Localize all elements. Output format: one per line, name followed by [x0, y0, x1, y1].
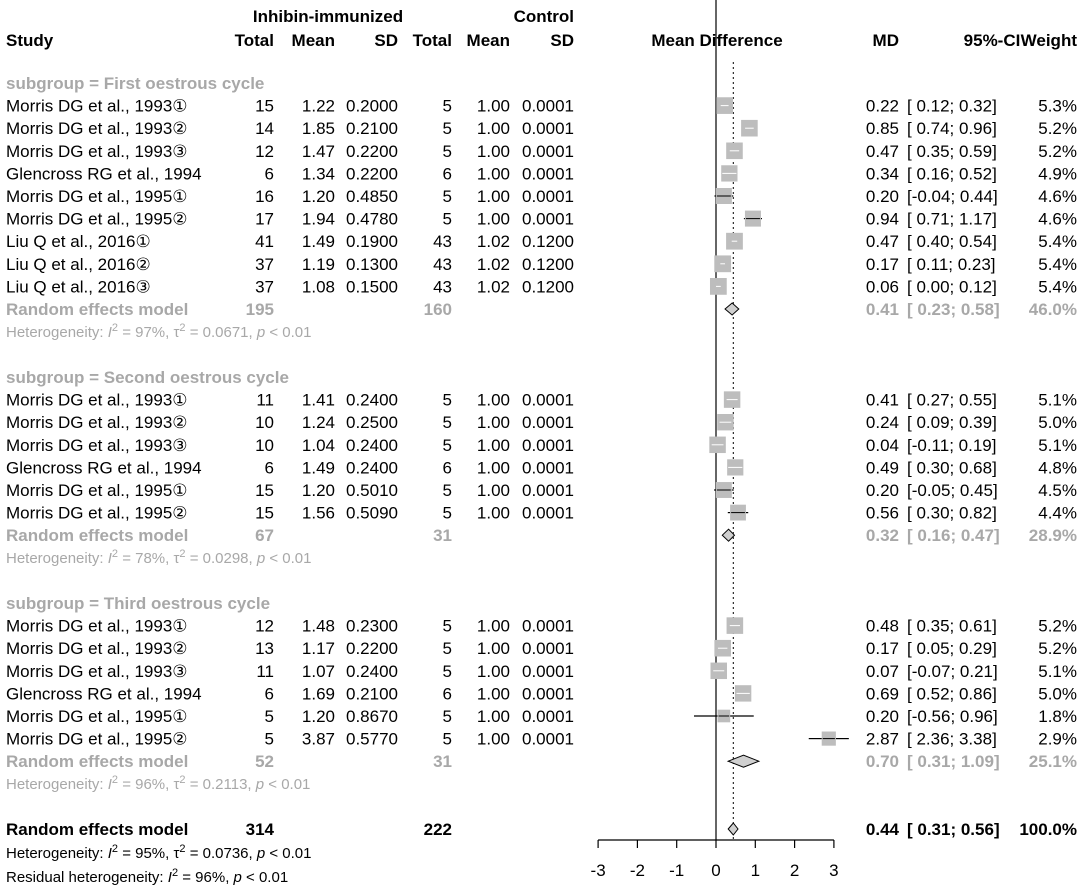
sd-c-value: 0.1200 [522, 254, 574, 274]
ci-value: [ 0.30; 0.82] [907, 503, 997, 523]
mean-e-value: 1.20 [301, 707, 335, 726]
sd-c-value: 0.0001 [522, 616, 574, 636]
sd-c-value: 0.1200 [522, 277, 574, 297]
ci-value: [-0.05; 0.45] [907, 481, 998, 500]
subgroup-heterogeneity: Heterogeneity: $I^2 = 96\%$, $\tau^2 = 0.2113$, p < 0.01 [6, 774, 311, 794]
total-c-value: 43 [433, 254, 452, 274]
mean-c-value: 1.00 [476, 616, 510, 636]
total-e-value: 17 [255, 209, 274, 229]
mean-e-value: 1.19 [301, 254, 335, 274]
total-e-value: 37 [255, 277, 274, 297]
column-header-weight: Weight [1020, 31, 1077, 50]
subgroup-pooled-md: 0.41 [865, 300, 899, 319]
subgroup-pooled-diamond [728, 755, 759, 767]
total-c-value: 5 [442, 707, 452, 726]
total-c-value: 6 [442, 164, 452, 184]
mean-c-value: 1.00 [476, 187, 510, 206]
weight-value: 5.1% [1038, 661, 1077, 681]
ci-value: [ 0.74; 0.96] [907, 119, 997, 139]
mean-e-value: 1.22 [301, 96, 335, 116]
mean-c-value: 1.00 [476, 119, 510, 139]
study-label: Morris DG et al., 1993① [6, 390, 188, 410]
sd-c-value: 0.0001 [522, 96, 574, 116]
mean-e-value: 1.41 [301, 390, 335, 410]
total-e-value: 12 [255, 141, 274, 161]
subgroup-heterogeneity: Heterogeneity: $I^2 = 97\%$, $\tau^2 = 0.0671$, p < 0.01 [6, 322, 312, 341]
weight-value: 4.6% [1038, 187, 1077, 206]
total-c-value: 6 [442, 684, 452, 704]
subgroup-pooled-weight: 25.1% [1028, 752, 1077, 772]
mean-c-value: 1.02 [476, 232, 510, 252]
mean-e-value: 1.07 [301, 661, 335, 681]
mean-c-value: 1.02 [476, 277, 510, 297]
sd-c-value: 0.0001 [522, 707, 574, 726]
subgroup-pooled-md: 0.32 [865, 526, 899, 546]
sd-e-value: 0.1500 [346, 277, 398, 297]
md-value: 0.49 [865, 458, 899, 478]
sd-c-value: 0.0001 [522, 684, 574, 704]
overall-total-c: 222 [423, 820, 452, 839]
sd-c-value: 0.0001 [522, 164, 574, 184]
md-value: 0.06 [865, 277, 899, 297]
total-c-value: 5 [442, 119, 452, 139]
total-e-value: 13 [255, 639, 274, 659]
column-header-sd-e: SD [374, 31, 398, 50]
sd-e-value: 0.1300 [346, 254, 398, 274]
mean-c-value: 1.00 [476, 684, 510, 704]
overall-pooled-label: Random effects model [6, 820, 189, 839]
x-axis-tick-label: 0 [711, 861, 721, 880]
sd-e-value: 0.2100 [346, 684, 398, 704]
sd-c-value: 0.0001 [522, 639, 574, 659]
md-value: 0.34 [865, 164, 899, 184]
column-header-mean-e: Mean [291, 31, 335, 50]
weight-value: 5.4% [1038, 232, 1077, 252]
total-e-value: 41 [255, 232, 274, 252]
total-c-value: 5 [442, 616, 452, 636]
md-value: 0.48 [865, 616, 899, 636]
column-header-sd-c: SD [550, 31, 574, 50]
mean-c-value: 1.00 [476, 209, 510, 229]
sd-e-value: 0.2100 [346, 119, 398, 139]
md-value: 0.20 [865, 707, 899, 726]
subgroup-pooled-weight: 46.0% [1028, 300, 1077, 319]
overall-weight: 100.0% [1019, 820, 1077, 839]
md-value: 0.85 [865, 119, 899, 139]
mean-e-value: 1.69 [301, 684, 335, 704]
study-label: Morris DG et al., 1993② [6, 639, 188, 659]
total-e-value: 10 [255, 413, 274, 433]
total-c-value: 5 [442, 209, 452, 229]
ci-value: [ 0.00; 0.12] [907, 277, 997, 297]
mean-c-value: 1.00 [476, 164, 510, 184]
weight-value: 5.2% [1038, 119, 1077, 139]
md-value: 0.07 [865, 661, 899, 681]
column-header-study: Study [6, 31, 54, 50]
weight-value: 5.1% [1038, 435, 1077, 455]
mean-c-value: 1.00 [476, 481, 510, 500]
ci-value: [ 2.36; 3.38] [907, 729, 997, 749]
ci-value: [ 0.09; 0.39] [907, 413, 997, 433]
study-label: Morris DG et al., 1995② [6, 729, 188, 749]
x-axis-tick-label: -1 [669, 861, 685, 880]
study-label: Morris DG et al., 1995① [6, 481, 188, 500]
weight-value: 4.5% [1038, 481, 1077, 500]
subgroup-pooled-total-c: 31 [433, 526, 452, 546]
mean-c-value: 1.00 [476, 435, 510, 455]
md-value: 0.17 [865, 254, 899, 274]
subgroup-pooled-label: Random effects model [6, 752, 189, 772]
weight-value: 4.8% [1038, 458, 1077, 478]
md-value: 0.17 [865, 639, 899, 659]
mean-c-value: 1.00 [476, 413, 510, 433]
mean-e-value: 1.34 [301, 164, 335, 184]
weight-value: 5.1% [1038, 390, 1077, 410]
study-label: Liu Q et al., 2016② [6, 254, 151, 274]
column-header-ci: 95%-CI [963, 31, 1021, 50]
mean-c-value: 1.00 [476, 141, 510, 161]
total-e-value: 5 [264, 729, 274, 749]
total-e-value: 15 [255, 503, 274, 523]
ci-value: [ 0.05; 0.29] [907, 639, 997, 659]
total-c-value: 6 [442, 458, 452, 478]
ci-value: [ 0.40; 0.54] [907, 232, 997, 252]
subgroup-pooled-ci: [ 0.23; 0.58] [907, 300, 1000, 319]
study-label: Morris DG et al., 1995① [6, 707, 188, 726]
total-e-value: 37 [255, 254, 274, 274]
mean-c-value: 1.00 [476, 503, 510, 523]
sd-e-value: 0.8670 [346, 707, 398, 726]
study-label: Glencross RG et al., 1994 [6, 458, 202, 478]
mean-e-value: 1.20 [301, 187, 335, 206]
weight-value: 4.6% [1038, 209, 1077, 229]
mean-e-value: 1.49 [301, 232, 335, 252]
md-value: 0.41 [865, 390, 899, 410]
total-e-value: 5 [264, 707, 274, 726]
md-value: 0.22 [865, 96, 899, 116]
study-label: Glencross RG et al., 1994 [6, 164, 202, 184]
ci-value: [ 0.12; 0.32] [907, 96, 997, 116]
ci-value: [-0.04; 0.44] [907, 187, 998, 206]
sd-e-value: 0.5010 [346, 481, 398, 500]
subgroup-pooled-md: 0.70 [865, 752, 899, 772]
subgroup-pooled-total-c: 31 [433, 752, 452, 772]
x-axis-tick-label: 3 [829, 861, 839, 880]
ci-value: [ 0.11; 0.23] [907, 254, 996, 274]
sd-c-value: 0.0001 [522, 390, 574, 410]
weight-value: 5.2% [1038, 141, 1077, 161]
weight-value: 4.9% [1038, 164, 1077, 184]
group-header-control: Control [513, 7, 574, 26]
total-c-value: 5 [442, 413, 452, 433]
mean-e-value: 1.08 [301, 277, 335, 297]
sd-e-value: 0.2000 [346, 96, 398, 116]
total-c-value: 5 [442, 729, 452, 749]
mean-c-value: 1.00 [476, 639, 510, 659]
mean-c-value: 1.02 [476, 254, 510, 274]
ci-value: [-0.11; 0.19] [907, 435, 997, 455]
total-c-value: 5 [442, 435, 452, 455]
study-label: Morris DG et al., 1993③ [6, 661, 188, 681]
study-label: Morris DG et al., 1995② [6, 503, 188, 523]
mean-c-value: 1.00 [476, 390, 510, 410]
sd-e-value: 0.2200 [346, 141, 398, 161]
weight-value: 5.4% [1038, 277, 1077, 297]
total-e-value: 11 [256, 390, 274, 410]
total-e-value: 15 [255, 481, 274, 500]
study-label: Morris DG et al., 1993① [6, 96, 188, 116]
ci-value: [-0.07; 0.21] [907, 661, 998, 681]
ci-value: [ 0.16; 0.52] [907, 164, 997, 184]
sd-e-value: 0.2300 [346, 616, 398, 636]
weight-value: 5.2% [1038, 616, 1077, 636]
sd-c-value: 0.0001 [522, 481, 574, 500]
sd-e-value: 0.4780 [346, 209, 398, 229]
study-label: Morris DG et al., 1995② [6, 209, 188, 229]
total-c-value: 5 [442, 481, 452, 500]
weight-value: 5.2% [1038, 639, 1077, 659]
total-c-value: 5 [442, 639, 452, 659]
mean-e-value: 1.56 [301, 503, 335, 523]
sd-c-value: 0.0001 [522, 435, 574, 455]
study-label: Morris DG et al., 1993② [6, 413, 188, 433]
residual-heterogeneity: Residual heterogeneity: $I^2 = 96\%$, p < 0.01 [6, 867, 289, 886]
total-c-value: 5 [442, 96, 452, 116]
total-e-value: 12 [255, 616, 274, 636]
sd-c-value: 0.0001 [522, 141, 574, 161]
subgroup-pooled-label: Random effects model [6, 526, 189, 546]
weight-value: 5.4% [1038, 254, 1077, 274]
subgroup-pooled-diamond [725, 303, 739, 315]
column-header-total-c: Total [412, 31, 452, 50]
study-label: Liu Q et al., 2016① [6, 232, 151, 252]
subgroup-header: subgroup = Third oestrous cycle [6, 594, 271, 613]
study-label: Morris DG et al., 1995① [6, 187, 188, 206]
md-value: 0.04 [865, 435, 899, 455]
ci-value: [ 0.30; 0.68] [907, 458, 997, 478]
x-axis-tick-label: 1 [750, 861, 761, 880]
total-c-value: 5 [442, 503, 452, 523]
subgroup-pooled-total-e: 67 [255, 526, 274, 546]
md-value: 0.24 [865, 413, 899, 433]
column-header-mean-c: Mean [466, 31, 510, 50]
sd-e-value: 0.5770 [346, 729, 398, 749]
subgroup-pooled-weight: 28.9% [1028, 526, 1077, 546]
mean-e-value: 1.04 [301, 435, 335, 455]
sd-e-value: 0.2200 [346, 164, 398, 184]
sd-c-value: 0.1200 [522, 232, 574, 252]
sd-e-value: 0.2400 [346, 390, 398, 410]
total-e-value: 14 [255, 119, 274, 139]
sd-e-value: 0.5090 [346, 503, 398, 523]
sd-c-value: 0.0001 [522, 458, 574, 478]
column-header-total-e: Total [234, 31, 274, 50]
x-axis-tick-label: 2 [789, 861, 800, 880]
weight-value: 1.8% [1038, 707, 1077, 726]
sd-c-value: 0.0001 [522, 729, 574, 749]
mean-e-value: 1.20 [301, 481, 335, 500]
study-label: Morris DG et al., 1993① [6, 616, 188, 636]
mean-e-value: 1.17 [301, 639, 335, 659]
ci-value: [ 0.71; 1.17] [907, 209, 997, 229]
mean-e-value: 1.47 [301, 141, 335, 161]
mean-e-value: 1.94 [301, 209, 335, 229]
ci-value: [ 0.27; 0.55] [907, 390, 997, 410]
subgroup-pooled-total-e: 195 [245, 300, 274, 319]
subgroup-pooled-diamond [722, 529, 734, 541]
total-c-value: 43 [433, 232, 452, 252]
sd-e-value: 0.2400 [346, 458, 398, 478]
study-label: Glencross RG et al., 1994 [6, 684, 202, 704]
sd-c-value: 0.0001 [522, 187, 574, 206]
overall-total-e: 314 [245, 820, 274, 839]
mean-c-value: 1.00 [476, 729, 510, 749]
ci-value: [ 0.35; 0.61] [907, 616, 997, 636]
md-value: 0.56 [865, 503, 899, 523]
study-label: Morris DG et al., 1993③ [6, 435, 188, 455]
md-value: 2.87 [865, 729, 899, 749]
total-c-value: 5 [442, 390, 452, 410]
ci-value: [ 0.52; 0.86] [907, 684, 997, 704]
weight-value: 5.0% [1038, 413, 1077, 433]
total-e-value: 11 [256, 661, 274, 681]
sd-c-value: 0.0001 [522, 503, 574, 523]
study-label: Liu Q et al., 2016③ [6, 277, 151, 297]
ci-value: [ 0.35; 0.59] [907, 141, 997, 161]
ci-value: [-0.56; 0.96] [907, 707, 998, 726]
weight-value: 5.0% [1038, 684, 1077, 704]
sd-e-value: 0.2400 [346, 661, 398, 681]
column-header-effect: Mean Difference [651, 31, 783, 50]
total-e-value: 6 [264, 458, 274, 478]
total-c-value: 5 [442, 141, 452, 161]
sd-c-value: 0.0001 [522, 209, 574, 229]
sd-c-value: 0.0001 [522, 661, 574, 681]
md-value: 0.69 [865, 684, 899, 704]
subgroup-pooled-label: Random effects model [6, 300, 189, 319]
mean-e-value: 3.87 [301, 729, 335, 749]
sd-e-value: 0.2500 [346, 413, 398, 433]
mean-c-value: 1.00 [476, 96, 510, 116]
weight-value: 2.9% [1038, 729, 1077, 749]
mean-e-value: 1.85 [301, 119, 335, 139]
mean-c-value: 1.00 [476, 458, 510, 478]
study-label: Morris DG et al., 1993② [6, 119, 188, 139]
sd-e-value: 0.4850 [346, 187, 398, 206]
weight-value: 5.3% [1038, 96, 1077, 116]
overall-md: 0.44 [865, 820, 899, 839]
mean-e-value: 1.48 [301, 616, 335, 636]
mean-e-value: 1.24 [301, 413, 335, 433]
x-axis-tick-label: -2 [629, 861, 645, 880]
x-axis-tick-label: -3 [590, 861, 606, 880]
sd-e-value: 0.2400 [346, 435, 398, 455]
total-e-value: 16 [255, 187, 274, 206]
mean-e-value: 1.49 [301, 458, 335, 478]
column-header-md: MD [872, 31, 899, 50]
overall-ci: [ 0.31; 0.56] [907, 820, 1000, 839]
subgroup-pooled-total-e: 52 [255, 752, 274, 772]
overall-pooled-diamond [728, 823, 738, 835]
total-e-value: 6 [264, 684, 274, 704]
overall-heterogeneity: Heterogeneity: $I^2 = 95\%$, $\tau^2 = 0.0736$, p < 0.01 [6, 843, 312, 862]
total-e-value: 10 [255, 435, 274, 455]
subgroup-pooled-ci: [ 0.16; 0.47] [907, 526, 1000, 546]
total-c-value: 43 [433, 277, 452, 297]
sd-c-value: 0.0001 [522, 119, 574, 139]
md-value: 0.47 [865, 141, 899, 161]
subgroup-header: subgroup = First oestrous cycle [6, 74, 265, 93]
total-c-value: 5 [442, 187, 452, 206]
sd-e-value: 0.1900 [346, 232, 398, 252]
md-value: 0.20 [865, 187, 899, 206]
subgroup-pooled-total-c: 160 [423, 300, 452, 319]
subgroup-heterogeneity: Heterogeneity: $I^2 = 78\%$, $\tau^2 = 0.0298$, p < 0.01 [6, 548, 312, 568]
total-e-value: 15 [255, 96, 274, 116]
md-value: 0.47 [865, 232, 899, 252]
total-e-value: 6 [264, 164, 274, 184]
subgroup-header: subgroup = Second oestrous cycle [6, 368, 289, 387]
md-value: 0.94 [865, 209, 899, 229]
md-value: 0.20 [865, 481, 899, 500]
weight-value: 4.4% [1038, 503, 1077, 523]
total-c-value: 5 [442, 661, 452, 681]
mean-c-value: 1.00 [476, 707, 510, 726]
subgroup-pooled-ci: [ 0.31; 1.09] [907, 752, 1000, 772]
study-label: Morris DG et al., 1993③ [6, 141, 188, 161]
group-header-treatment: Inhibin-immunized [252, 7, 404, 26]
sd-c-value: 0.0001 [522, 413, 574, 433]
sd-e-value: 0.2200 [346, 639, 398, 659]
mean-c-value: 1.00 [476, 661, 510, 681]
